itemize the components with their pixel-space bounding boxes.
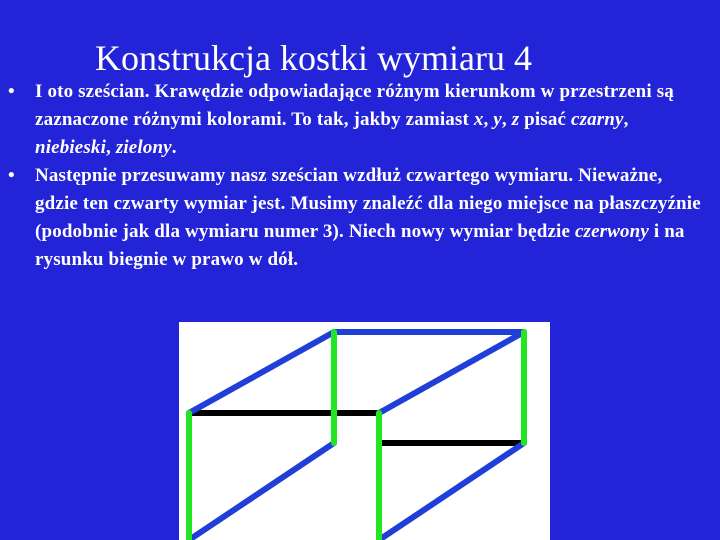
color-word-czarny: czarny xyxy=(570,109,624,130)
sep: , xyxy=(623,109,629,130)
var-z: z xyxy=(511,109,520,130)
color-word-niebieski: niebieski xyxy=(35,137,107,158)
var-y: y xyxy=(493,109,502,130)
bullet-1-end: . xyxy=(171,137,177,158)
color-word-czerwony: czerwony xyxy=(574,221,649,242)
bullet-1-text: I oto sześcian. Krawędzie odpowiadające różnym kierunkom w przestrzeni są zaznaczone różnymi kolorami. To tak, jakby zamiast xyxy=(35,81,674,130)
bullet-1-text-2: pisać xyxy=(519,109,571,130)
edge-blue-4 xyxy=(189,443,334,540)
slide-title: Konstrukcja kostki wymiaru 4 xyxy=(95,38,532,78)
cube-diagram xyxy=(179,322,550,540)
color-word-zielony: zielony xyxy=(115,137,172,158)
bullet-list xyxy=(8,78,708,274)
bullet-item-2 xyxy=(8,162,708,274)
sep: , xyxy=(501,109,512,130)
edge-blue-5 xyxy=(379,443,524,540)
cube-figure-panel xyxy=(179,322,550,540)
bullet-item-1 xyxy=(8,78,708,162)
var-x: x xyxy=(473,109,484,130)
sep: , xyxy=(106,137,116,158)
bullet-2-text: Następnie przesuwamy nasz sześcian wzdłuż czwartego wymiaru. Nieważne, gdzie ten czwarty wymiar jest. Musimy znaleźć dla niego miejsce na płaszczyźnie (podobnie jak dla wymiaru numer 3). Niech nowy wymiar będzie xyxy=(35,165,701,242)
bullet-2-text-2: i na rysunku biegnie w prawo w dół. xyxy=(35,221,685,270)
bullet-icon: • xyxy=(8,165,15,186)
sep: , xyxy=(483,109,494,130)
edge-blue-1 xyxy=(189,332,334,413)
bullet-icon: • xyxy=(8,81,15,102)
edge-blue-3 xyxy=(379,332,524,413)
